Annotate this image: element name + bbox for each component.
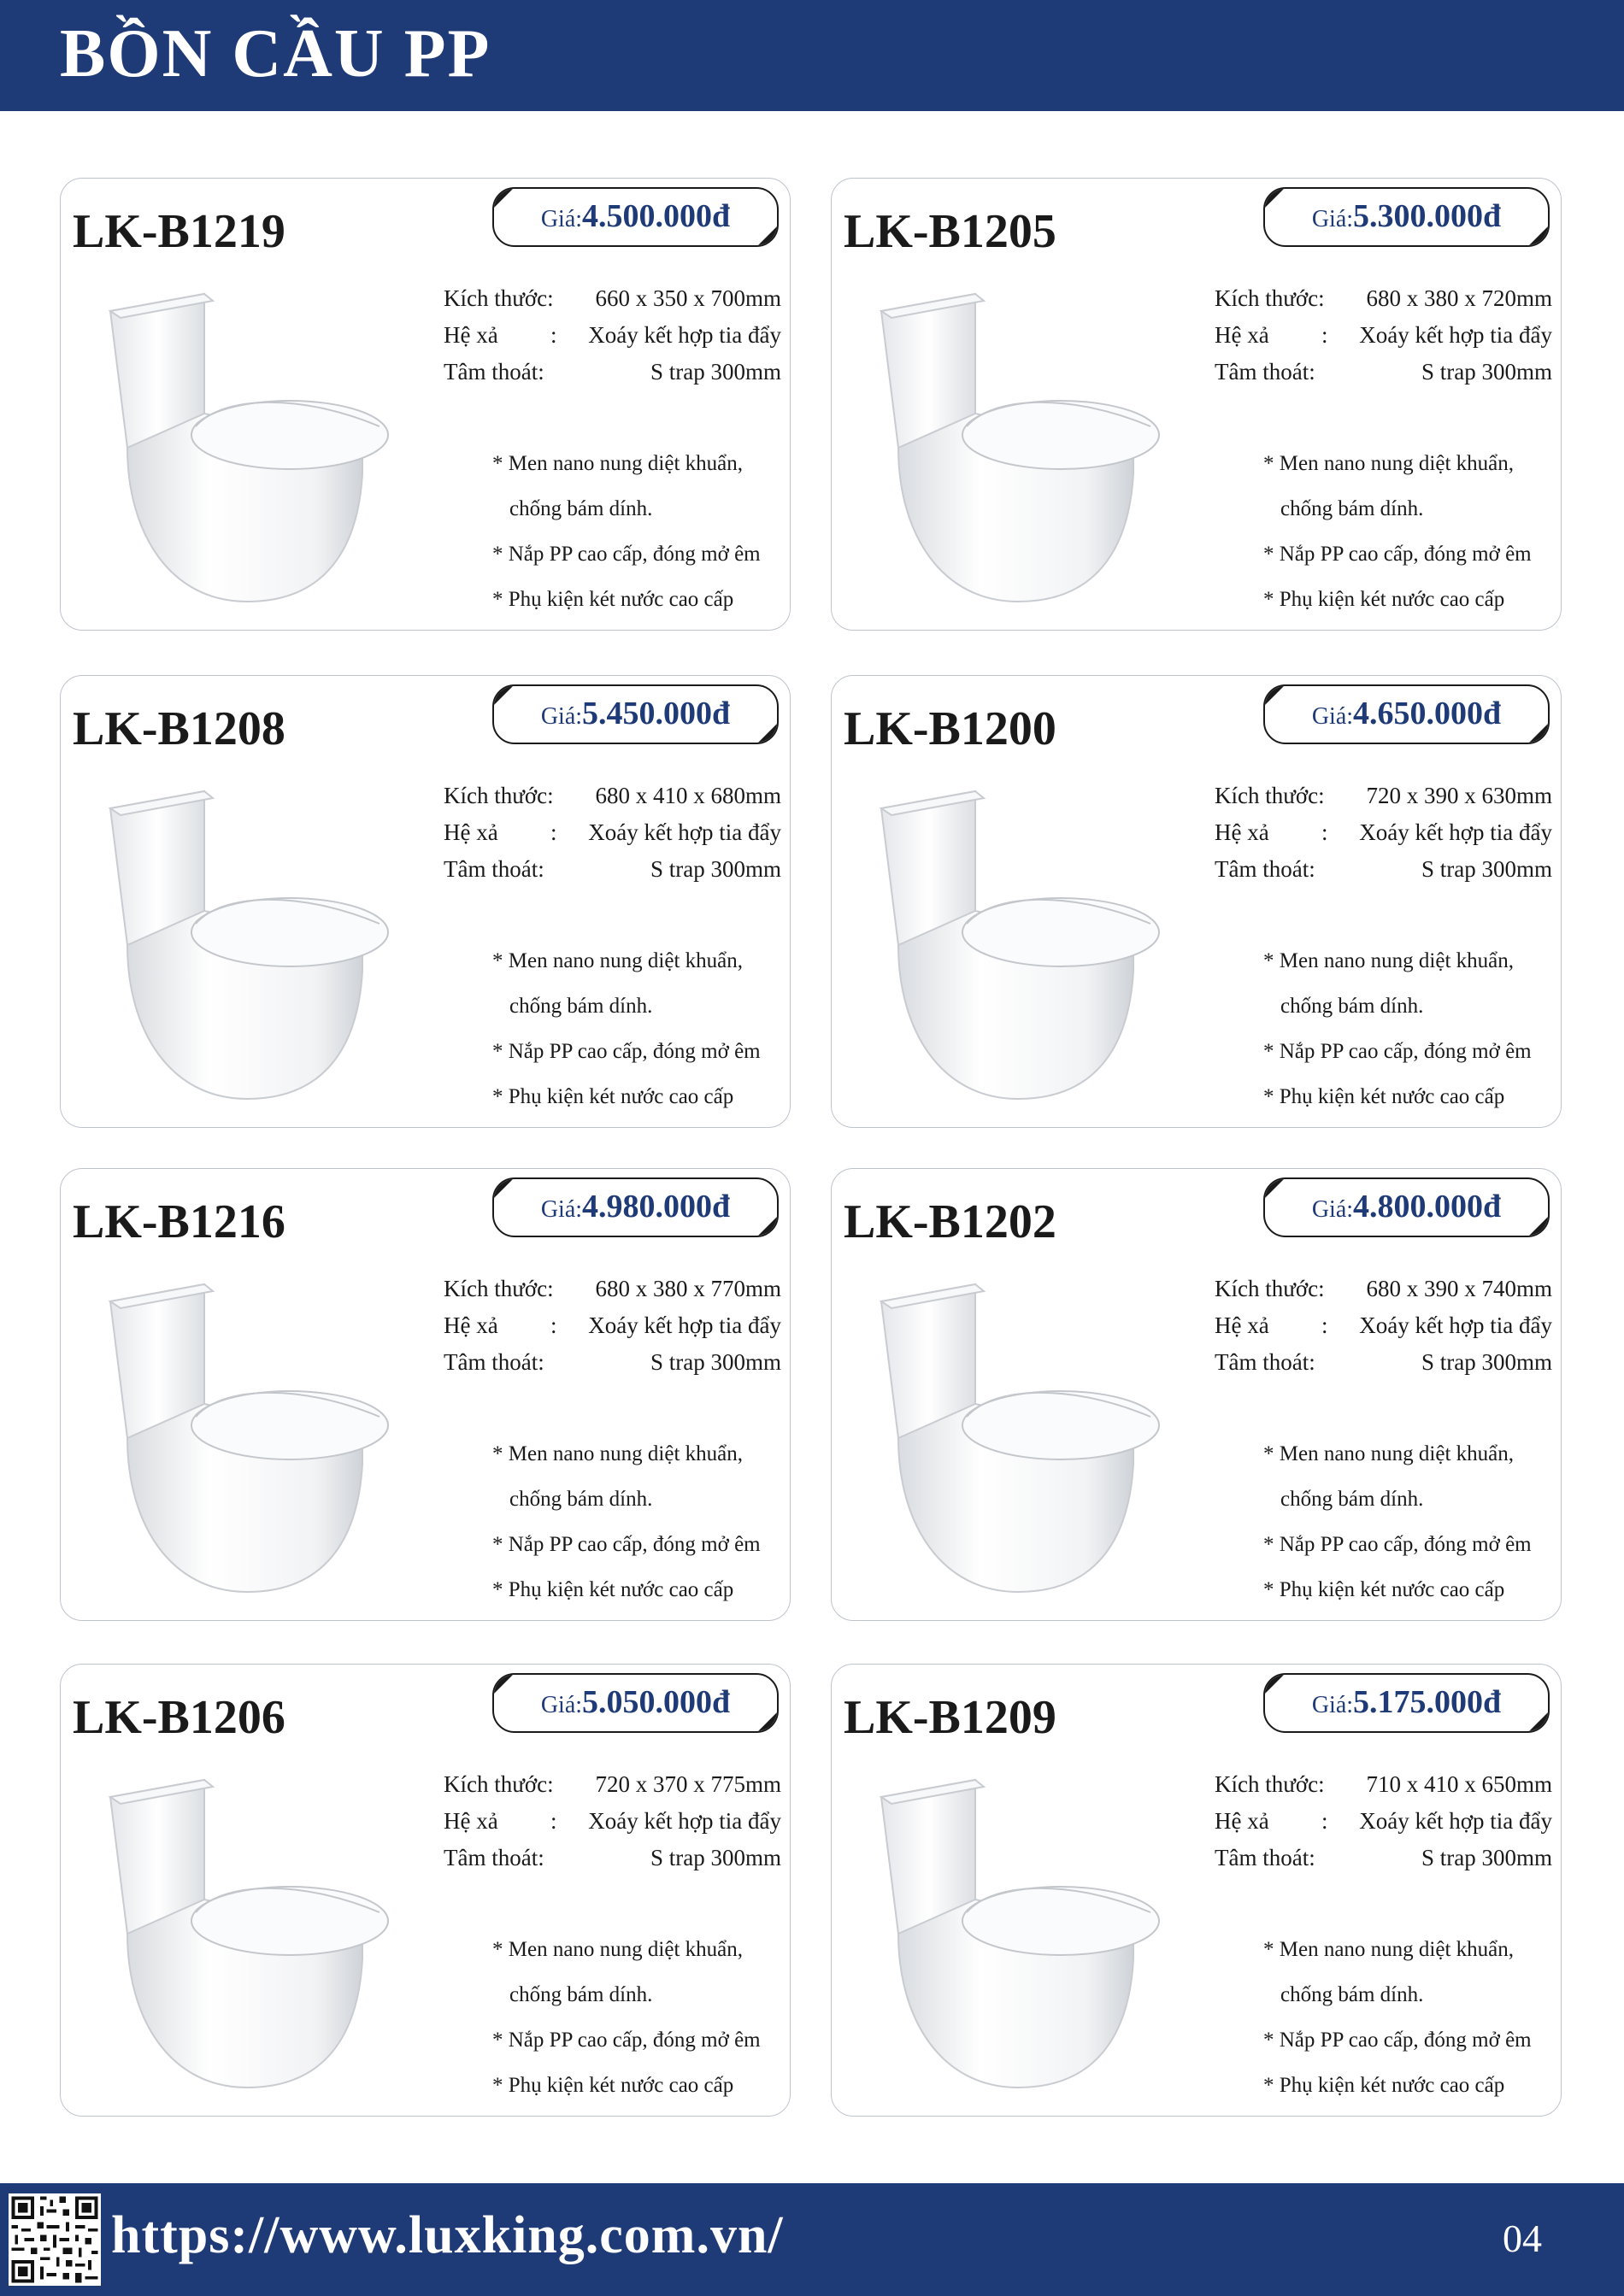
feature-item: * Men nano nung diệt khuẩn,	[1263, 452, 1515, 475]
price-tag	[492, 684, 779, 744]
spec-flush-row	[444, 322, 781, 359]
spec-flush-label: Hệ xả	[444, 322, 498, 348]
feature-item: * Nắp PP cao cấp, đóng mở êm	[492, 543, 761, 566]
spec-size-value: 720 x 390 x 630mm	[1366, 783, 1552, 808]
page-number: 04	[1503, 2217, 1542, 2260]
spec-flush-label: Hệ xả	[1215, 1312, 1269, 1338]
model-code: LK-B1206	[73, 1691, 285, 1744]
spec-flush-label: Hệ xả	[444, 1808, 498, 1834]
product-card-lk-b1206	[60, 1664, 791, 2117]
spec-size-label: Kích thước:	[1215, 783, 1325, 808]
spec-drain-label: Tâm thoát:	[1215, 1349, 1315, 1375]
product-card-lk-b1216	[60, 1168, 791, 1621]
spec-drain-value: S trap 300mm	[1421, 359, 1552, 385]
model-code: LK-B1209	[844, 1691, 1056, 1744]
spec-size-label: Kích thước:	[444, 1276, 554, 1301]
feature-list	[1263, 1938, 1558, 2119]
spec-list	[444, 783, 781, 893]
spec-size-value: 680 x 410 x 680mm	[595, 783, 781, 808]
spec-drain-label: Tâm thoát:	[444, 1349, 544, 1375]
feature-item: chống bám dính.	[1280, 995, 1424, 1018]
spec-drain-value: S trap 300mm	[650, 856, 781, 882]
spec-flush-colon: :	[550, 1312, 557, 1338]
feature-item: chống bám dính.	[1280, 1488, 1424, 1511]
feature-item: chống bám dính.	[509, 1983, 653, 2006]
price-tag	[492, 1177, 779, 1237]
toilet-image	[76, 1763, 435, 2105]
price-value: 4.980.000đ	[582, 1189, 731, 1224]
spec-drain-row	[444, 1845, 781, 1882]
spec-drain-label: Tâm thoát:	[1215, 1845, 1315, 1870]
spec-flush-value: Xoáy kết hợp tia đẩy	[1359, 1808, 1552, 1834]
feature-item: * Phụ kiện két nước cao cấp	[1263, 2074, 1505, 2097]
page-title: BỒN CẦU PP	[60, 16, 491, 91]
product-card-lk-b1200	[831, 675, 1562, 1128]
spec-drain-label: Tâm thoát:	[1215, 359, 1315, 385]
spec-size-value: 680 x 390 x 740mm	[1366, 1276, 1552, 1301]
spec-size-label: Kích thước:	[1215, 1276, 1325, 1301]
spec-flush-value: Xoáy kết hợp tia đẩy	[1359, 819, 1552, 845]
spec-drain-row	[444, 359, 781, 396]
price-label: Giá:	[1311, 703, 1354, 730]
spec-drain-label: Tâm thoát:	[444, 1845, 544, 1870]
spec-drain-value: S trap 300mm	[1421, 856, 1552, 882]
price-tag	[1263, 1673, 1550, 1733]
spec-flush-colon: :	[550, 1808, 557, 1834]
feature-item: chống bám dính.	[509, 995, 653, 1018]
spec-size-value: 680 x 380 x 770mm	[595, 1276, 781, 1301]
feature-item: * Nắp PP cao cấp, đóng mở êm	[492, 1533, 761, 1556]
toilet-image	[847, 277, 1206, 619]
spec-flush-label: Hệ xả	[444, 1312, 498, 1338]
spec-drain-label: Tâm thoát:	[444, 359, 544, 385]
price-label: Giá:	[1311, 1692, 1354, 1718]
feature-list	[1263, 949, 1558, 1130]
spec-size-value: 660 x 350 x 700mm	[595, 285, 781, 311]
spec-drain-row	[444, 856, 781, 893]
feature-list	[492, 452, 787, 633]
spec-drain-value: S trap 300mm	[1421, 1349, 1552, 1375]
spec-drain-value: S trap 300mm	[650, 1845, 781, 1870]
feature-item: * Phụ kiện két nước cao cấp	[492, 1085, 734, 1108]
spec-flush-row	[444, 1808, 781, 1845]
price-value: 4.650.000đ	[1353, 696, 1502, 731]
feature-list	[1263, 1442, 1558, 1624]
spec-size-row	[1215, 783, 1552, 819]
feature-item: * Men nano nung diệt khuẩn,	[492, 1442, 744, 1465]
price-tag	[492, 1673, 779, 1733]
feature-item: * Men nano nung diệt khuẩn,	[492, 1938, 744, 1961]
feature-item: * Men nano nung diệt khuẩn,	[492, 452, 744, 475]
spec-drain-value: S trap 300mm	[1421, 1845, 1552, 1870]
price-label: Giá:	[540, 1196, 583, 1223]
spec-flush-row	[1215, 322, 1552, 359]
spec-flush-colon: :	[1321, 322, 1328, 348]
feature-item: * Phụ kiện két nước cao cấp	[1263, 588, 1505, 611]
spec-flush-row	[1215, 819, 1552, 856]
page-header	[0, 0, 1624, 111]
spec-size-row	[1215, 285, 1552, 322]
feature-item: chống bám dính.	[509, 1488, 653, 1511]
spec-flush-value: Xoáy kết hợp tia đẩy	[588, 322, 781, 348]
spec-drain-row	[1215, 359, 1552, 396]
website-link[interactable]: https://www.luxking.com.vn/	[111, 2206, 784, 2264]
spec-size-label: Kích thước:	[444, 783, 554, 808]
spec-size-row	[444, 285, 781, 322]
spec-drain-row	[444, 1349, 781, 1386]
feature-item: chống bám dính.	[1280, 497, 1424, 520]
spec-flush-value: Xoáy kết hợp tia đẩy	[1359, 322, 1552, 348]
feature-item: * Nắp PP cao cấp, đóng mở êm	[492, 2029, 761, 2052]
price-value: 4.500.000đ	[582, 198, 731, 234]
price-value: 4.800.000đ	[1353, 1189, 1502, 1224]
model-code: LK-B1205	[844, 205, 1056, 258]
spec-drain-value: S trap 300mm	[650, 1349, 781, 1375]
spec-flush-row	[1215, 1808, 1552, 1845]
spec-flush-value: Xoáy kết hợp tia đẩy	[588, 819, 781, 845]
spec-list	[1215, 783, 1552, 893]
spec-size-row	[444, 1771, 781, 1808]
model-code: LK-B1208	[73, 702, 285, 755]
spec-drain-label: Tâm thoát:	[444, 856, 544, 882]
toilet-image	[76, 774, 435, 1116]
price-label: Giá:	[540, 703, 583, 730]
toilet-image	[76, 1267, 435, 1609]
price-tag	[1263, 187, 1550, 247]
price-tag	[1263, 684, 1550, 744]
feature-item: * Nắp PP cao cấp, đóng mở êm	[1263, 1533, 1532, 1556]
spec-flush-row	[1215, 1312, 1552, 1349]
spec-size-value: 720 x 370 x 775mm	[595, 1771, 781, 1797]
spec-size-label: Kích thước:	[444, 1771, 554, 1797]
spec-flush-colon: :	[1321, 1312, 1328, 1338]
feature-list	[1263, 452, 1558, 633]
product-card-lk-b1208	[60, 675, 791, 1128]
spec-drain-label: Tâm thoát:	[1215, 856, 1315, 882]
model-code: LK-B1202	[844, 1195, 1056, 1248]
feature-item: * Men nano nung diệt khuẩn,	[1263, 1442, 1515, 1465]
spec-drain-row	[1215, 856, 1552, 893]
spec-list	[444, 1771, 781, 1882]
feature-item: * Phụ kiện két nước cao cấp	[1263, 1578, 1505, 1601]
spec-flush-value: Xoáy kết hợp tia đẩy	[588, 1312, 781, 1338]
spec-size-label: Kích thước:	[444, 285, 554, 311]
spec-size-value: 680 x 380 x 720mm	[1366, 285, 1552, 311]
spec-drain-value: S trap 300mm	[650, 359, 781, 385]
spec-flush-row	[444, 1312, 781, 1349]
feature-item: * Phụ kiện két nước cao cấp	[1263, 1085, 1505, 1108]
price-label: Giá:	[540, 206, 583, 232]
spec-flush-value: Xoáy kết hợp tia đẩy	[1359, 1312, 1552, 1338]
spec-flush-label: Hệ xả	[1215, 819, 1269, 845]
spec-flush-colon: :	[550, 819, 557, 845]
feature-list	[492, 1442, 787, 1624]
price-tag	[492, 187, 779, 247]
spec-list	[444, 1276, 781, 1386]
price-tag	[1263, 1177, 1550, 1237]
page-footer	[0, 2183, 1624, 2296]
spec-flush-value: Xoáy kết hợp tia đẩy	[588, 1808, 781, 1834]
spec-flush-row	[444, 819, 781, 856]
product-card-lk-b1209	[831, 1664, 1562, 2117]
qr-code-icon	[9, 2193, 101, 2286]
product-card-lk-b1205	[831, 178, 1562, 631]
feature-item: * Men nano nung diệt khuẩn,	[1263, 1938, 1515, 1961]
price-value: 5.050.000đ	[582, 1684, 731, 1720]
feature-item: * Men nano nung diệt khuẩn,	[492, 949, 744, 972]
product-card-lk-b1219	[60, 178, 791, 631]
price-value: 5.300.000đ	[1353, 198, 1502, 234]
spec-flush-label: Hệ xả	[1215, 322, 1269, 348]
spec-list	[444, 285, 781, 396]
feature-item: * Nắp PP cao cấp, đóng mở êm	[1263, 2029, 1532, 2052]
feature-list	[492, 949, 787, 1130]
spec-size-row	[1215, 1276, 1552, 1312]
feature-item: * Men nano nung diệt khuẩn,	[1263, 949, 1515, 972]
spec-size-row	[444, 783, 781, 819]
spec-size-row	[444, 1276, 781, 1312]
spec-list	[1215, 1276, 1552, 1386]
feature-item: * Nắp PP cao cấp, đóng mở êm	[492, 1040, 761, 1063]
toilet-image	[847, 774, 1206, 1116]
spec-list	[1215, 1771, 1552, 1882]
toilet-image	[847, 1267, 1206, 1609]
product-card-lk-b1202	[831, 1168, 1562, 1621]
spec-list	[1215, 285, 1552, 396]
feature-item: chống bám dính.	[1280, 1983, 1424, 2006]
spec-size-value: 710 x 410 x 650mm	[1366, 1771, 1552, 1797]
price-label: Giá:	[540, 1692, 583, 1718]
model-code: LK-B1200	[844, 702, 1056, 755]
spec-flush-colon: :	[1321, 819, 1328, 845]
feature-item: * Phụ kiện két nước cao cấp	[492, 2074, 734, 2097]
price-value: 5.175.000đ	[1353, 1684, 1502, 1720]
spec-drain-row	[1215, 1349, 1552, 1386]
price-label: Giá:	[1311, 206, 1354, 232]
spec-size-label: Kích thước:	[1215, 285, 1325, 311]
spec-flush-colon: :	[1321, 1808, 1328, 1834]
feature-item: * Nắp PP cao cấp, đóng mở êm	[1263, 1040, 1532, 1063]
price-value: 5.450.000đ	[582, 696, 731, 731]
spec-flush-label: Hệ xả	[1215, 1808, 1269, 1834]
model-code: LK-B1216	[73, 1195, 285, 1248]
feature-item: * Nắp PP cao cấp, đóng mở êm	[1263, 543, 1532, 566]
toilet-image	[847, 1763, 1206, 2105]
spec-size-row	[1215, 1771, 1552, 1808]
spec-size-label: Kích thước:	[1215, 1771, 1325, 1797]
feature-list	[492, 1938, 787, 2119]
feature-item: chống bám dính.	[509, 497, 653, 520]
feature-item: * Phụ kiện két nước cao cấp	[492, 588, 734, 611]
toilet-image	[76, 277, 435, 619]
spec-drain-row	[1215, 1845, 1552, 1882]
spec-flush-colon: :	[550, 322, 557, 348]
feature-item: * Phụ kiện két nước cao cấp	[492, 1578, 734, 1601]
spec-flush-label: Hệ xả	[444, 819, 498, 845]
model-code: LK-B1219	[73, 205, 285, 258]
price-label: Giá:	[1311, 1196, 1354, 1223]
